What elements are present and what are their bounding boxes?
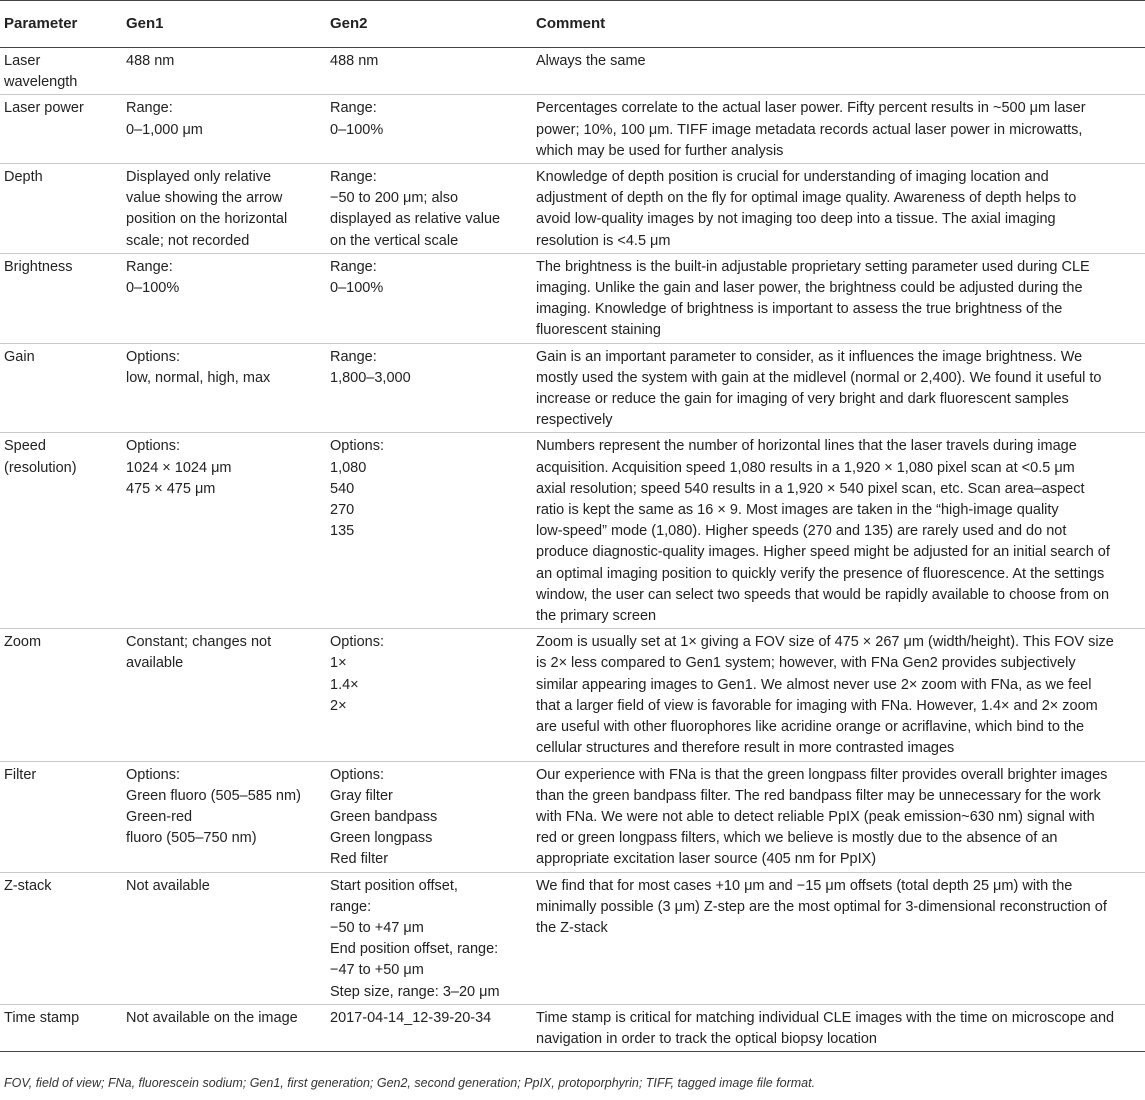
cell-gen2-line: 488 nm xyxy=(330,53,379,69)
cell-gen1-line: position on the horizontal xyxy=(126,211,288,228)
cell-parameter xyxy=(0,164,122,254)
cell-comment-line: produce diagnostic-quality images. Higher speed might be adjusted for an initial search of xyxy=(536,544,1110,561)
cell-parameter xyxy=(0,253,122,343)
cell-gen2-line: 1,800–3,000 xyxy=(330,369,411,386)
cell-comment-line: that a larger field of view is favorable for imaging with FNa. However, 1.4× and 2× zoom xyxy=(536,697,1098,714)
cell-parameter-line: Laser xyxy=(4,53,41,69)
cell-parameter xyxy=(0,433,122,629)
cell-comment-line: fluorescent staining xyxy=(536,322,661,339)
cell-gen2-line: Gray filter xyxy=(330,787,393,804)
cell-gen1-line: available xyxy=(126,655,184,672)
cell-gen2-line: −50 to 200 μm; also xyxy=(330,190,459,207)
cell-comment-line: Our experience with FNa is that the green longpass filter provides overall brighter images xyxy=(536,766,1108,783)
cell-comment-line: ratio is kept the same as 16 × 9. Most images are taken in the “high-image quality xyxy=(536,502,1059,519)
cell-gen2-line: 2× xyxy=(330,697,347,714)
cell-comment-line: window, the user can select two speeds that would be rapidly available to choose from on xyxy=(536,586,1110,603)
cell-comment-line: similar appearing images to Gen1. We almost never use 2× zoom with FNa, as we feel xyxy=(536,676,1092,693)
cell-comment-line: navigation in order to track the optical biopsy location xyxy=(536,1030,877,1047)
cell-gen1-line: 488 nm xyxy=(126,53,175,69)
cell-comment-line: red or green longpass filters, which we believe is mostly due to the absence of an xyxy=(536,830,1058,847)
cell-parameter xyxy=(0,761,122,872)
cell-gen2-line: Green bandpass xyxy=(330,808,438,825)
cell-gen1-line: fluoro (505–750 nm) xyxy=(126,830,257,847)
cell-gen2-line: 0–100% xyxy=(330,280,384,297)
cell-gen2-line: Red filter xyxy=(330,851,389,868)
cell-comment-line: appropriate excitation laser source (405 nm for PpIX) xyxy=(536,851,877,868)
cell-comment-line: minimally possible (3 μm) Z-step are the most optimal for 3-dimensional reconstruction of xyxy=(536,898,1107,915)
cell-gen1-line: 1024 × 1024 μm xyxy=(126,459,232,476)
cell-gen2-line: Range: xyxy=(330,348,377,365)
cell-gen2 xyxy=(326,48,532,95)
cell-gen2-line: 540 xyxy=(330,480,355,497)
cell-gen2-line: 270 xyxy=(330,502,355,519)
table-row xyxy=(0,1004,1145,1051)
cell-gen1-line: Options: xyxy=(126,348,180,365)
cell-gen2-line: Range: xyxy=(330,258,377,275)
cell-comment-line: mostly used the system with gain at the midlevel (normal or 2,400). We found it useful to xyxy=(536,369,1102,386)
cell-gen1-line: low, normal, high, max xyxy=(126,369,271,386)
cell-gen1-line: Green fluoro (505–585 nm) xyxy=(126,787,301,804)
cell-comment-line: is 2× less compared to Gen1 system; however, with FNa Gen2 provides subjectively xyxy=(536,655,1076,672)
cell-comment-line: imaging. Knowledge of brightness is important to assess the true brightness of the xyxy=(536,301,1063,318)
cell-gen1 xyxy=(122,48,326,95)
cell-gen1-line: Not available xyxy=(126,877,210,894)
cell-gen1 xyxy=(122,629,326,761)
table-row xyxy=(0,433,1145,629)
cell-parameter xyxy=(0,48,122,95)
cell-gen1-line: Range: xyxy=(126,100,173,117)
table-row xyxy=(0,164,1145,254)
cell-comment-line: avoid low-quality images by not imaging too deep into a tissue. The axial imaging xyxy=(536,211,1056,228)
table-row xyxy=(0,253,1145,343)
cell-comment-line: low-speed” mode (1,080). Higher speeds (270 and 135) are rarely used and do not xyxy=(536,523,1067,540)
cell-gen1-line: Constant; changes not xyxy=(126,634,272,651)
cell-comment-line: with FNa. We were not able to detect reliable PpIX (peak emission~630 nm) signal with xyxy=(536,808,1095,825)
cell-comment-line: the Z-stack xyxy=(536,919,608,936)
cell-gen1-line: Not available on the image xyxy=(126,1009,298,1026)
cell-comment xyxy=(532,95,1145,164)
cell-comment-line: Knowledge of depth position is crucial for understanding of imaging location and xyxy=(536,169,1049,186)
cell-parameter-line: (resolution) xyxy=(4,459,77,476)
cell-parameter-line: Laser power xyxy=(4,100,84,117)
cell-parameter xyxy=(0,629,122,761)
cell-comment-line: Always the same xyxy=(536,53,646,69)
cell-gen2-line: 1.4× xyxy=(330,676,359,693)
cell-gen2-line: 135 xyxy=(330,523,355,540)
cell-gen1 xyxy=(122,95,326,164)
cell-comment xyxy=(532,1004,1145,1051)
cell-gen2 xyxy=(326,433,532,629)
cell-comment-line: acquisition. Acquisition speed 1,080 results in a 1,920 × 1,080 pixel scan at <0.5 μm xyxy=(536,459,1075,476)
cell-gen2-line: displayed as relative value xyxy=(330,211,501,228)
header-comment: Comment xyxy=(532,1,1145,48)
header-gen1: Gen1 xyxy=(122,1,326,48)
cell-comment-line: imaging. Unlike the gain and laser power, the brightness could be adjusted during the xyxy=(536,280,1083,297)
cell-parameter-line: Speed xyxy=(4,438,46,455)
cell-gen2-line: Green longpass xyxy=(330,830,433,847)
table-row xyxy=(0,872,1145,1004)
cell-gen2-line: −47 to +50 μm xyxy=(330,962,424,979)
cell-gen1-line: 0–1,000 μm xyxy=(126,121,203,138)
cell-comment-line: power; 10%, 100 μm. TIFF image metadata records actual laser power in microwatts, xyxy=(536,121,1083,138)
cell-parameter-line: Depth xyxy=(4,169,43,186)
cell-comment-line: Numbers represent the number of horizontal lines that the laser travels during image xyxy=(536,438,1077,455)
cell-gen2-line: Range: xyxy=(330,169,377,186)
cell-gen2-line: Range: xyxy=(330,100,377,117)
table-row xyxy=(0,48,1145,95)
cell-gen2-line: 1,080 xyxy=(330,459,367,476)
cell-comment-line: The brightness is the built-in adjustable proprietary setting parameter used during CLE xyxy=(536,258,1090,275)
cell-comment-line: adjustment of depth on the fly for optimal image quality. Awareness of depth helps to xyxy=(536,190,1077,207)
cell-comment-line: the primary screen xyxy=(536,608,657,625)
cell-comment-line: increase or reduce the gain for imaging of very bright and dark fluorescent samples xyxy=(536,391,1069,408)
cell-gen1 xyxy=(122,761,326,872)
cell-gen2-line: Options: xyxy=(330,766,384,783)
cell-comment xyxy=(532,872,1145,1004)
cell-comment xyxy=(532,343,1145,433)
cell-comment-line: cellular structures and therefore result in more contrasted images xyxy=(536,740,955,757)
cell-gen2-line: 0–100% xyxy=(330,121,384,138)
cell-gen2-line: range: xyxy=(330,898,372,915)
cell-gen1-line: 0–100% xyxy=(126,280,180,297)
cell-gen1 xyxy=(122,433,326,629)
cell-gen2 xyxy=(326,629,532,761)
cell-comment xyxy=(532,253,1145,343)
cell-gen1-line: Options: xyxy=(126,438,180,455)
cell-gen2-line: −50 to +47 μm xyxy=(330,919,424,936)
table-row xyxy=(0,761,1145,872)
cell-gen1-line: Range: xyxy=(126,258,173,275)
cell-gen1-line: value showing the arrow xyxy=(126,190,283,207)
cell-comment xyxy=(532,761,1145,872)
table-body xyxy=(0,48,1145,1052)
cell-gen1 xyxy=(122,872,326,1004)
cell-parameter-line: Gain xyxy=(4,348,35,365)
cell-comment-line: resolution is <4.5 μm xyxy=(536,232,671,249)
table-header-row xyxy=(0,1,1145,48)
cell-gen2-line: Start position offset, xyxy=(330,877,458,894)
cell-gen2-line: Step size, range: 3–20 μm xyxy=(330,983,500,1000)
cell-comment-line: are useful with other fluorophores like acridine orange or acriflavine, which bind to the xyxy=(536,719,1085,736)
cell-gen2 xyxy=(326,872,532,1004)
cell-parameter-line: Z-stack xyxy=(4,877,52,894)
cell-comment-line: Percentages correlate to the actual laser power. Fifty percent results in ~500 μm laser xyxy=(536,100,1086,117)
cell-parameter xyxy=(0,343,122,433)
cell-parameter xyxy=(0,872,122,1004)
cell-gen2 xyxy=(326,761,532,872)
cell-comment-line: an optimal imaging position to quickly verify the presence of fluorescence. At the settings xyxy=(536,565,1105,582)
cell-comment-line: respectively xyxy=(536,412,613,429)
cell-gen1-line: 475 × 475 μm xyxy=(126,480,216,497)
cell-gen1-line: Green-red xyxy=(126,808,193,825)
cell-parameter-line: Zoom xyxy=(4,634,42,651)
cell-gen2 xyxy=(326,164,532,254)
cell-gen1-line: Options: xyxy=(126,766,180,783)
cell-comment xyxy=(532,48,1145,95)
table-row xyxy=(0,343,1145,433)
cell-gen1 xyxy=(122,253,326,343)
cell-parameter-line: Brightness xyxy=(4,258,73,275)
cell-gen2-line: 2017-04-14_12-39-20-34 xyxy=(330,1009,492,1026)
cell-comment-line: axial resolution; speed 540 results in a 1,920 × 540 pixel scan, etc. Scan area–aspect xyxy=(536,480,1085,497)
cell-comment-line: Time stamp is critical for matching individual CLE images with the time on microscope and xyxy=(536,1009,1115,1026)
cell-gen2 xyxy=(326,253,532,343)
cell-gen2-line: Options: xyxy=(330,438,384,455)
cell-comment xyxy=(532,164,1145,254)
cell-comment-line: which may be used for further analysis xyxy=(536,142,784,159)
cell-gen1 xyxy=(122,1004,326,1051)
cell-gen1-line: Displayed only relative xyxy=(126,169,272,186)
cell-comment-line: We find that for most cases +10 μm and −15 μm offsets (total depth 25 μm) with the xyxy=(536,877,1073,894)
cell-gen2 xyxy=(326,343,532,433)
cell-gen1-line: scale; not recorded xyxy=(126,232,250,249)
cell-comment-line: Gain is an important parameter to consider, as it influences the image brightness. We xyxy=(536,348,1083,365)
cell-gen1 xyxy=(122,343,326,433)
cell-gen2 xyxy=(326,95,532,164)
header-parameter: Parameter xyxy=(0,1,122,48)
cell-comment xyxy=(532,629,1145,761)
cell-parameter-line: Time stamp xyxy=(4,1009,80,1026)
table-row xyxy=(0,95,1145,164)
table-footnote: FOV, field of view; FNa, fluorescein sodium; Gen1, first generation; Gen2, second generation; PpIX, protoporphyrin; TIFF, tagged image file format. xyxy=(4,1076,816,1090)
cell-comment-line: Zoom is usually set at 1× giving a FOV size of 475 × 267 μm (width/height). This FOV size xyxy=(536,634,1114,651)
cell-parameter-line: Filter xyxy=(4,766,37,783)
cell-gen2-line: End position offset, range: xyxy=(330,941,499,958)
cell-comment xyxy=(532,433,1145,629)
table-row xyxy=(0,629,1145,761)
cell-comment-line: than the green bandpass filter. The red bandpass filter may be unnecessary for the work xyxy=(536,787,1101,804)
cell-parameter xyxy=(0,1004,122,1051)
cell-parameter xyxy=(0,95,122,164)
cell-gen2-line: on the vertical scale xyxy=(330,232,459,249)
header-gen2: Gen2 xyxy=(326,1,532,48)
cell-gen2-line: 1× xyxy=(330,655,347,672)
cell-gen1 xyxy=(122,164,326,254)
cell-gen2 xyxy=(326,1004,532,1051)
cell-parameter-line: wavelength xyxy=(4,74,78,91)
cell-gen2-line: Options: xyxy=(330,634,384,651)
